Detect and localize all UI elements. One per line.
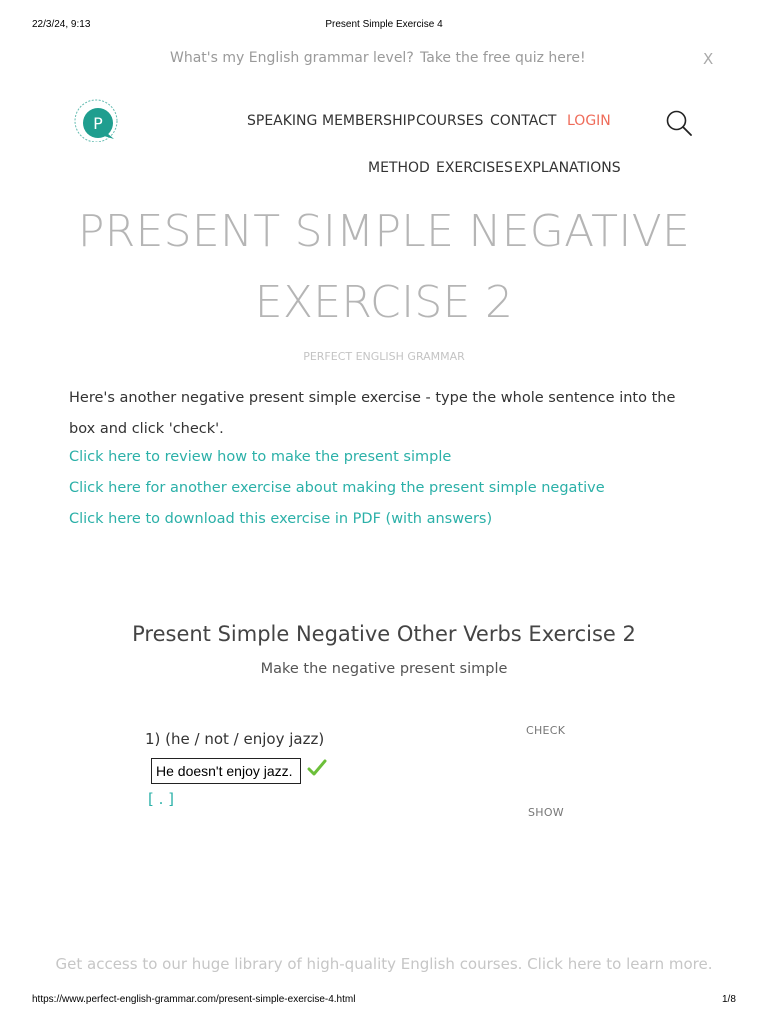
- brand-subtitle: PERFECT ENGLISH GRAMMAR: [303, 350, 465, 363]
- nav-exercises[interactable]: EXERCISES: [436, 160, 513, 176]
- page-title-line-1: PRESENT SIMPLE NEGATIVE: [77, 206, 691, 257]
- print-page-number: 1/8: [722, 994, 736, 1005]
- courses-promo-link[interactable]: Get access to our huge library of high-quality English courses. Click here to learn more.: [55, 955, 713, 973]
- search-icon: [664, 108, 694, 138]
- intro-text: Here's another negative present simple exercise - type the whole sentence into the box and click 'check'.: [69, 390, 676, 437]
- question-prompt: 1) (he / not / enjoy jazz): [145, 730, 325, 748]
- nav-explanations[interactable]: EXPLANATIONS: [514, 160, 621, 176]
- print-datetime: 22/3/24, 9:13: [32, 19, 91, 30]
- link-another-exercise[interactable]: Click here for another exercise about making the present simple negative: [69, 480, 605, 496]
- exercise-instruction: Make the negative present simple: [260, 661, 508, 677]
- banner-question[interactable]: What's my English grammar level?: [170, 50, 414, 66]
- search-button[interactable]: [664, 108, 694, 138]
- quiz-banner: [0, 50, 768, 68]
- checkmark-icon: [307, 758, 327, 778]
- nav-speaking[interactable]: SPEAKING: [247, 113, 318, 129]
- logo-letter: P: [93, 114, 103, 133]
- answer-status: [307, 758, 327, 778]
- answer-input[interactable]: [151, 758, 301, 784]
- answer-placeholder-bracket: [ . ]: [148, 790, 175, 808]
- show-button[interactable]: SHOW: [528, 806, 564, 819]
- speech-bubble-logo: [73, 96, 119, 142]
- print-url: https://www.perfect-english-grammar.com/present-simple-exercise-4.html: [32, 994, 356, 1005]
- print-page-title: Present Simple Exercise 4: [325, 19, 443, 30]
- link-download-pdf[interactable]: Click here to download this exercise in PDF (with answers): [69, 511, 493, 527]
- banner-close-button[interactable]: X: [703, 50, 714, 68]
- exercise-title: Present Simple Negative Other Verbs Exercise 2: [132, 622, 636, 646]
- nav-contact[interactable]: CONTACT: [490, 113, 557, 129]
- nav-membership[interactable]: MEMBERSHIP: [322, 113, 416, 129]
- site-logo[interactable]: [73, 96, 119, 142]
- link-review-present-simple[interactable]: Click here to review how to make the present simple: [69, 449, 452, 465]
- banner-cta[interactable]: Take the free quiz here!: [420, 50, 586, 66]
- nav-login[interactable]: LOGIN: [567, 113, 611, 129]
- nav-courses[interactable]: COURSES: [416, 113, 484, 129]
- page-title-line-2: EXERCISE 2: [254, 277, 514, 328]
- check-button[interactable]: CHECK: [526, 724, 566, 737]
- nav-method[interactable]: METHOD: [368, 160, 430, 176]
